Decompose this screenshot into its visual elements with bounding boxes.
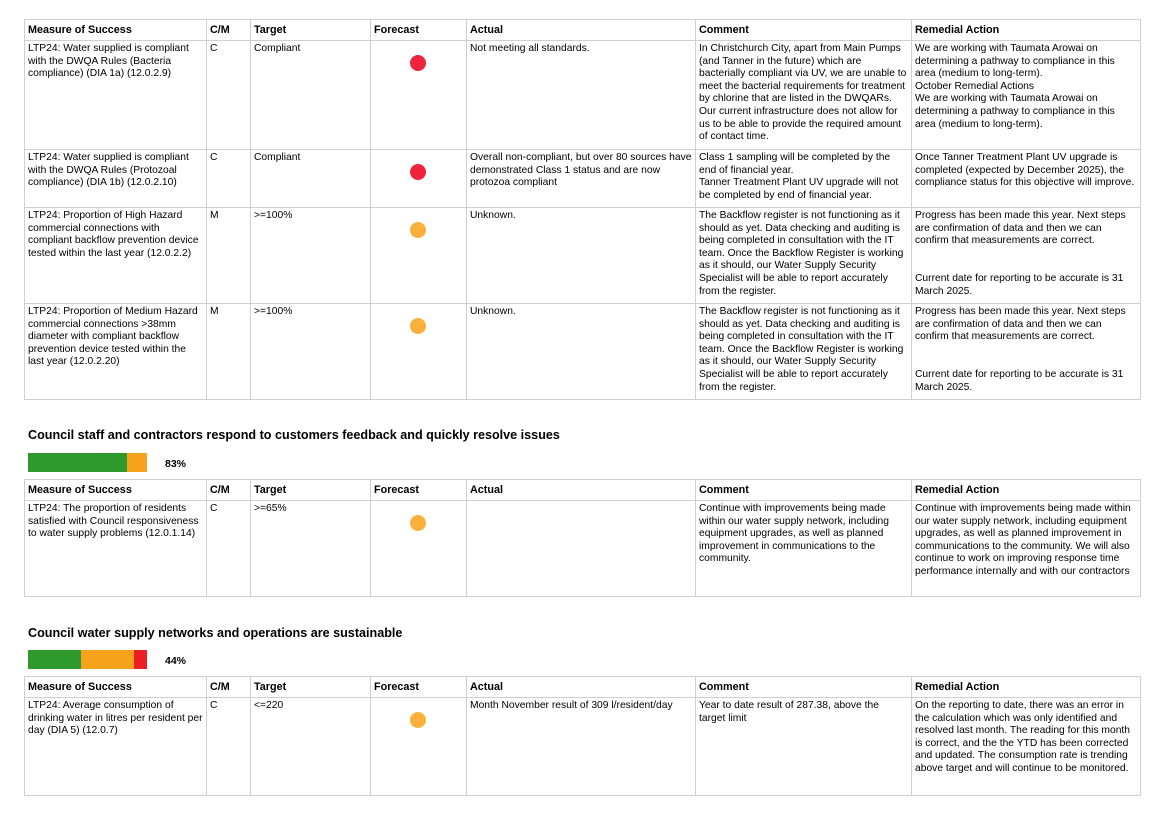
cell-forecast [371,501,467,597]
table-header-row [25,677,1141,698]
cell-measure: LTP24: Average consumption of drinking water in litres per resident per day (DIA 5) (12.0.7) [25,698,207,796]
table-row [25,304,1141,400]
cell-comment: Class 1 sampling will be completed by the end of financial year. Tanner Treatment Plant UV upgrade will not be completed by end of financial year. [696,150,912,208]
forecast-status-dot [410,712,426,728]
cell-measure: LTP24: Water supplied is compliant with the DWQA Rules (Bacteria compliance) (DIA 1a) (12.0.2.9) [25,41,207,150]
cell-comment: The Backflow register is not functioning as it should as yet. Data checking and auditing is being completed in consultation with the IT team. Once the Backflow Register is working as it should, our Water Supply Security Specialist will be able to report accurately from the register. [696,304,912,400]
header-forecast: Forecast [371,677,467,698]
header-measure: Measure of Success [25,677,207,698]
cell-remedial: Progress has been made this year. Next steps are confirmation of data and then we can confirm that measurements are correct. Current date for reporting to be accurate is 31 March 2025. [912,304,1141,400]
header-cm: C/M [207,20,251,41]
progress-segment-red [134,650,147,669]
header-forecast: Forecast [371,480,467,501]
header-actual: Actual [467,677,696,698]
cell-comment: Continue with improvements being made within our water supply network, including equipment upgrades, as well as planned improvement in communications to the community. [696,501,912,597]
header-forecast: Forecast [371,20,467,41]
progress-percent: 44% [165,655,187,667]
header-measure: Measure of Success [25,480,207,501]
cell-remedial: Continue with improvements being made within our water supply network, including equipment upgrades, as well as planned improvement in communications to the community. We will also continue to work on improving response time performance internally and with our contractors [912,501,1141,597]
cell-cm: M [207,208,251,304]
cell-target: >=65% [251,501,371,597]
cell-measure: LTP24: Proportion of Medium Hazard commercial connections >38mm diameter with compliant backflow prevention device tested within the last year (12.0.2.20) [25,304,207,400]
header-actual: Actual [467,480,696,501]
cell-target: <=220 [251,698,371,796]
header-measure: Measure of Success [25,20,207,41]
cell-cm: C [207,698,251,796]
progress-bar [28,453,147,472]
progress-segment-green [28,650,81,669]
cell-measure: LTP24: The proportion of residents satisfied with Council responsiveness to water supply problems (12.0.1.14) [25,501,207,597]
header-comment: Comment [696,480,912,501]
cell-target: >=100% [251,304,371,400]
table-row [25,208,1141,304]
cell-forecast [371,208,467,304]
cell-remedial: Once Tanner Treatment Plant UV upgrade is completed (expected by December 2025), the compliance status for this objective will improve. [912,150,1141,208]
table-row [25,150,1141,208]
progress-segment-orange [81,650,134,669]
table-header-row [25,480,1141,501]
cell-comment: Year to date result of 287.38, above the target limit [696,698,912,796]
cell-cm: C [207,41,251,150]
cell-forecast [371,304,467,400]
cell-comment: In Christchurch City, apart from Main Pumps (and Tanner in the future) which are bacterially compliant via UV, we are unable to meet the bacterial requirements for treatment by chlorine that are listed in the DWQARs. Our current infrastructure does not allow for us to be able to provide the required amount of contact time. [696,41,912,150]
progress-segment-orange [127,453,147,472]
header-actual: Actual [467,20,696,41]
cell-forecast [371,41,467,150]
header-remedial: Remedial Action [912,20,1141,41]
cell-target: Compliant [251,150,371,208]
performance-table-responsiveness [24,479,1141,597]
cell-actual [467,501,696,597]
cell-measure: LTP24: Water supplied is compliant with the DWQA Rules (Protozoal compliance) (DIA 1b) (12.0.2.10) [25,150,207,208]
cell-cm: C [207,150,251,208]
table-row [25,501,1141,597]
header-remedial: Remedial Action [912,480,1141,501]
cell-measure: LTP24: Proportion of High Hazard commercial connections with compliant backflow prevention device tested within the last year (12.0.2.2) [25,208,207,304]
cell-actual: Unknown. [467,304,696,400]
section-title: Council staff and contractors respond to customers feedback and quickly resolve issues [28,428,560,442]
header-comment: Comment [696,677,912,698]
forecast-status-dot [410,164,426,180]
cell-comment: The Backflow register is not functioning as it should as yet. Data checking and auditing is being completed in consultation with the IT team. Once the Backflow Register is working as it should, our Water Supply Security Specialist will be able to report accurately from the register. [696,208,912,304]
table-header-row [25,20,1141,41]
section-title: Council water supply networks and operations are sustainable [28,626,403,640]
cell-cm: C [207,501,251,597]
header-target: Target [251,20,371,41]
cell-actual: Not meeting all standards. [467,41,696,150]
cell-target: Compliant [251,41,371,150]
forecast-status-dot [410,318,426,334]
header-cm: C/M [207,677,251,698]
cell-remedial: We are working with Taumata Arowai on determining a pathway to compliance in this area (medium to long-term). October Remedial Actions We are working with Taumata Arowai on determining a pathway to compliance in this area (medium to long-term). [912,41,1141,150]
table-row [25,41,1141,150]
header-target: Target [251,677,371,698]
performance-table-drinking-water [24,19,1141,400]
cell-target: >=100% [251,208,371,304]
progress-percent: 83% [165,458,187,470]
cell-actual: Month November result of 309 l/resident/day [467,698,696,796]
cell-forecast [371,150,467,208]
forecast-status-dot [410,515,426,531]
cell-cm: M [207,304,251,400]
forecast-status-dot [410,222,426,238]
header-target: Target [251,480,371,501]
header-remedial: Remedial Action [912,677,1141,698]
cell-remedial: Progress has been made this year. Next steps are confirmation of data and then we can confirm that measurements are correct. Current date for reporting to be accurate is 31 March 2025. [912,208,1141,304]
cell-remedial: On the reporting to date, there was an error in the calculation which was only identified and resolved last month. The reading for this month is correct, and the the YTD has been corrected and updated. The consumption rate is trending above target and will continue to be monitored. [912,698,1141,796]
cell-actual: Overall non-compliant, but over 80 sources have demonstrated Class 1 status and are now protozoa compliant [467,150,696,208]
progress-bar [28,650,147,669]
cell-forecast [371,698,467,796]
header-cm: C/M [207,480,251,501]
table-row [25,698,1141,796]
cell-actual: Unknown. [467,208,696,304]
progress-segment-green [28,453,127,472]
forecast-status-dot [410,55,426,71]
header-comment: Comment [696,20,912,41]
performance-table-sustainability [24,676,1141,796]
